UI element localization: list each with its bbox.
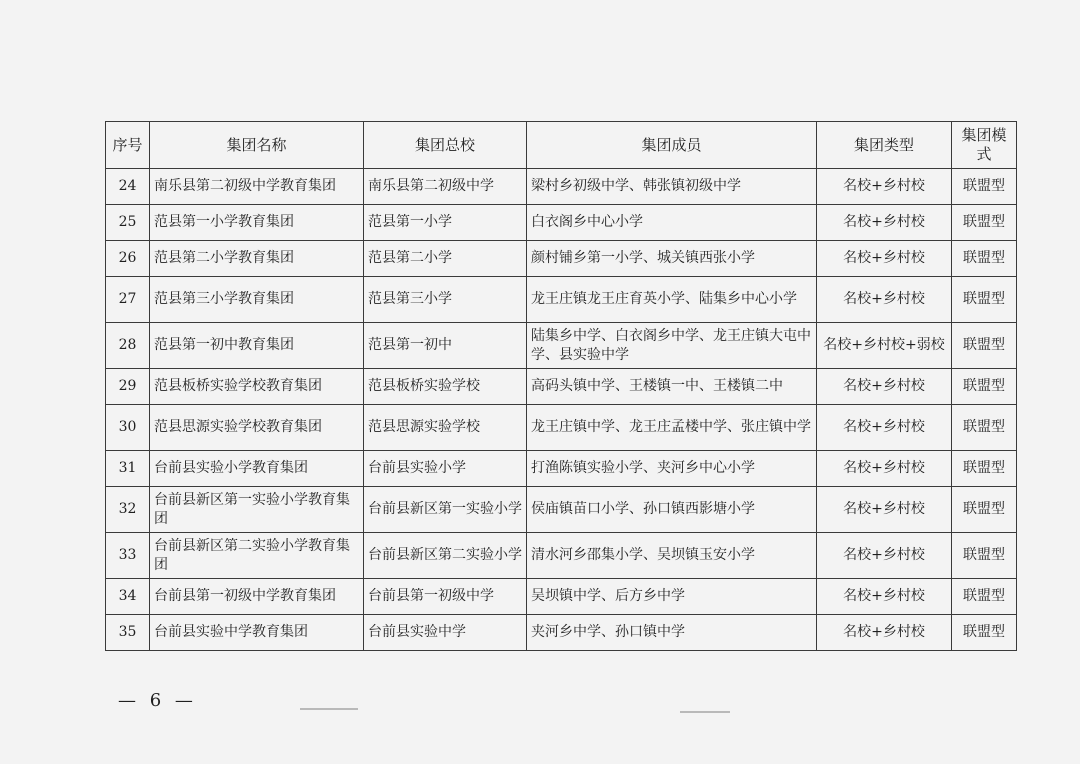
group-mode-cell: 联盟型 xyxy=(952,241,1017,277)
table-header-row xyxy=(106,122,1017,169)
header-group-name: 集团名称 xyxy=(150,122,364,169)
group-mode-cell: 联盟型 xyxy=(952,369,1017,405)
head-school-cell: 范县第一初中 xyxy=(364,323,527,369)
group-name-cell: 台前县第一初级中学教育集团 xyxy=(150,579,364,615)
table-row xyxy=(106,579,1017,615)
table-row xyxy=(106,533,1017,579)
group-type-cell: 名校+乡村校 xyxy=(817,241,952,277)
group-mode-cell: 联盟型 xyxy=(952,405,1017,451)
group-name-cell: 范县第一小学教育集团 xyxy=(150,205,364,241)
page-number: — 6 — xyxy=(118,690,197,711)
group-members-cell: 颜村铺乡第一小学、城关镇西张小学 xyxy=(527,241,817,277)
table-row xyxy=(106,487,1017,533)
group-name-cell: 台前县实验中学教育集团 xyxy=(150,615,364,651)
group-type-cell: 名校+乡村校 xyxy=(817,487,952,533)
group-members-cell: 侯庙镇苗口小学、孙口镇西影塘小学 xyxy=(527,487,817,533)
row-number-cell: 26 xyxy=(106,241,150,277)
group-members-cell: 龙王庄镇龙王庄育英小学、陆集乡中心小学 xyxy=(527,277,817,323)
group-mode-cell: 联盟型 xyxy=(952,533,1017,579)
row-number-cell: 28 xyxy=(106,323,150,369)
head-school-cell: 台前县实验小学 xyxy=(364,451,527,487)
education-group-table xyxy=(105,121,1017,651)
group-type-cell: 名校+乡村校 xyxy=(817,205,952,241)
header-no: 序号 xyxy=(106,122,150,169)
table-row xyxy=(106,615,1017,651)
group-members-cell: 龙王庄镇中学、龙王庄孟楼中学、张庄镇中学 xyxy=(527,405,817,451)
group-members-cell: 梁村乡初级中学、韩张镇初级中学 xyxy=(527,169,817,205)
group-type-cell: 名校+乡村校 xyxy=(817,451,952,487)
head-school-cell: 范县第二小学 xyxy=(364,241,527,277)
head-school-cell: 范县板桥实验学校 xyxy=(364,369,527,405)
header-group-type: 集团类型 xyxy=(817,122,952,169)
row-number-cell: 25 xyxy=(106,205,150,241)
group-name-cell: 范县板桥实验学校教育集团 xyxy=(150,369,364,405)
group-name-cell: 范县思源实验学校教育集团 xyxy=(150,405,364,451)
group-members-cell: 打渔陈镇实验小学、夹河乡中心小学 xyxy=(527,451,817,487)
table-row xyxy=(106,241,1017,277)
group-name-cell: 台前县新区第二实验小学教育集团 xyxy=(150,533,364,579)
header-group-mode: 集团模式 xyxy=(952,122,1017,169)
head-school-cell: 台前县第一初级中学 xyxy=(364,579,527,615)
group-type-cell: 名校+乡村校 xyxy=(817,277,952,323)
head-school-cell: 南乐县第二初级中学 xyxy=(364,169,527,205)
head-school-cell: 台前县实验中学 xyxy=(364,615,527,651)
table-body xyxy=(106,169,1017,651)
group-mode-cell: 联盟型 xyxy=(952,487,1017,533)
table-row xyxy=(106,451,1017,487)
table-row xyxy=(106,277,1017,323)
group-members-cell: 夹河乡中学、孙口镇中学 xyxy=(527,615,817,651)
group-members-cell: 吴坝镇中学、后方乡中学 xyxy=(527,579,817,615)
group-name-cell: 范县第三小学教育集团 xyxy=(150,277,364,323)
group-type-cell: 名校+乡村校 xyxy=(817,579,952,615)
row-number-cell: 35 xyxy=(106,615,150,651)
group-members-cell: 清水河乡邵集小学、吴坝镇玉安小学 xyxy=(527,533,817,579)
table-row xyxy=(106,369,1017,405)
group-mode-cell: 联盟型 xyxy=(952,579,1017,615)
row-number-cell: 29 xyxy=(106,369,150,405)
row-number-cell: 31 xyxy=(106,451,150,487)
table-row xyxy=(106,205,1017,241)
table-row xyxy=(106,405,1017,451)
group-name-cell: 台前县实验小学教育集团 xyxy=(150,451,364,487)
scan-speck xyxy=(300,708,358,710)
group-name-cell: 台前县新区第一实验小学教育集团 xyxy=(150,487,364,533)
table-row xyxy=(106,323,1017,369)
group-type-cell: 名校+乡村校 xyxy=(817,169,952,205)
table-row xyxy=(106,169,1017,205)
header-head-school: 集团总校 xyxy=(364,122,527,169)
row-number-cell: 32 xyxy=(106,487,150,533)
group-mode-cell: 联盟型 xyxy=(952,323,1017,369)
group-mode-cell: 联盟型 xyxy=(952,169,1017,205)
group-mode-cell: 联盟型 xyxy=(952,277,1017,323)
row-number-cell: 30 xyxy=(106,405,150,451)
head-school-cell: 范县第三小学 xyxy=(364,277,527,323)
head-school-cell: 台前县新区第二实验小学 xyxy=(364,533,527,579)
row-number-cell: 24 xyxy=(106,169,150,205)
group-name-cell: 南乐县第二初级中学教育集团 xyxy=(150,169,364,205)
row-number-cell: 34 xyxy=(106,579,150,615)
head-school-cell: 台前县新区第一实验小学 xyxy=(364,487,527,533)
group-mode-cell: 联盟型 xyxy=(952,615,1017,651)
group-members-cell: 白衣阁乡中心小学 xyxy=(527,205,817,241)
head-school-cell: 范县第一小学 xyxy=(364,205,527,241)
scan-speck xyxy=(680,711,730,713)
row-number-cell: 27 xyxy=(106,277,150,323)
group-name-cell: 范县第二小学教育集团 xyxy=(150,241,364,277)
head-school-cell: 范县思源实验学校 xyxy=(364,405,527,451)
row-number-cell: 33 xyxy=(106,533,150,579)
group-type-cell: 名校+乡村校 xyxy=(817,405,952,451)
group-mode-cell: 联盟型 xyxy=(952,451,1017,487)
group-type-cell: 名校+乡村校+弱校 xyxy=(817,323,952,369)
group-mode-cell: 联盟型 xyxy=(952,205,1017,241)
group-type-cell: 名校+乡村校 xyxy=(817,533,952,579)
group-members-cell: 陆集乡中学、白衣阁乡中学、龙王庄镇大屯中学、县实验中学 xyxy=(527,323,817,369)
group-members-cell: 高码头镇中学、王楼镇一中、王楼镇二中 xyxy=(527,369,817,405)
group-name-cell: 范县第一初中教育集团 xyxy=(150,323,364,369)
header-members: 集团成员 xyxy=(527,122,817,169)
group-type-cell: 名校+乡村校 xyxy=(817,615,952,651)
group-type-cell: 名校+乡村校 xyxy=(817,369,952,405)
